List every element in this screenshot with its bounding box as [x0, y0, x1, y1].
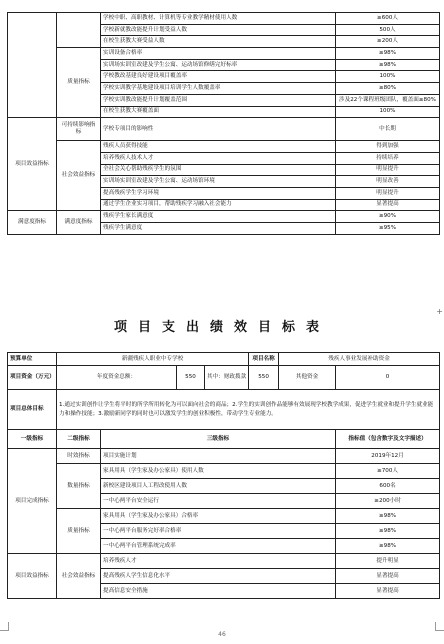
cell-level3: 提高残疾学生学习环境: [101, 187, 336, 199]
cell-level2: 满意度指标: [57, 211, 101, 234]
goal-label: 项目总体目标: [8, 390, 57, 430]
cell-value: ≥98%: [336, 539, 440, 554]
cell-level3: 残疾人员获得技能: [101, 141, 336, 153]
cell-level2: 社会效益指标: [57, 141, 101, 211]
fiscal-label: 其中：财政拨款: [205, 366, 249, 390]
table-row: [8, 509, 440, 524]
header-value: 指标值（包含数字及文字描述）: [336, 430, 440, 449]
cell-level1: 项目效益指标: [8, 554, 57, 599]
cell-level2: [57, 13, 101, 48]
table-row: [8, 13, 440, 25]
cell-level2: 数量指标: [57, 464, 101, 509]
cell-level3: 家具用具（学生家及办公家具）合格率: [101, 509, 336, 524]
table-row: [8, 366, 440, 390]
cell-level2: 时效指标: [57, 449, 101, 464]
cell-level3: 家具用具（学生家及办公家具）使用人数: [101, 464, 336, 479]
cell-level3: 培养残疾人才: [101, 554, 336, 569]
cell-value: ≥98%: [336, 509, 440, 524]
cell-level3: 学校新就教改能提升计划受益人数: [101, 24, 336, 36]
cell-level3: 新校区建设项目人工程改使用人数: [101, 479, 336, 494]
cell-level3: 在校生获教大赛受益人数: [101, 36, 336, 48]
table-row: [8, 141, 440, 153]
table-row: [8, 390, 440, 430]
cell-value: 明显提升: [336, 187, 440, 199]
other-label: 其他资金: [279, 366, 336, 390]
cell-value: 提升明显: [336, 554, 440, 569]
cell-level3: 学校实训教改能提升计划覆盖范围: [101, 94, 336, 106]
cell-value: 100%: [336, 106, 440, 118]
cell-level3: 残疾学生家长满意度: [101, 211, 336, 223]
cell-level3: 提高残疾人学生信息化水平: [101, 569, 336, 584]
table-row: [8, 48, 440, 60]
table-row: [8, 118, 440, 141]
cell-value: ≥98%: [336, 48, 440, 60]
cell-value: 100%: [336, 71, 440, 83]
cell-level2: 社会效益指标: [57, 554, 101, 599]
project-value: 残疾人事业发展补助资金: [279, 353, 440, 366]
cell-value: ≥200小时: [336, 494, 440, 509]
cell-level3: 提高信息安全措施: [101, 584, 336, 599]
cell-level3: 一中心两平台管理系统完成率: [101, 539, 336, 554]
header-level3: 三级指标: [101, 430, 336, 449]
cell-value: 显著提高: [336, 584, 440, 599]
cell-level1: [8, 13, 57, 118]
cell-level3: 残疾学生满意度: [101, 223, 336, 235]
cell-level3: 学校中职、高职教材、计算机等专业教学精材使用人数: [101, 13, 336, 25]
cell-value: 明显提升: [336, 164, 440, 176]
cell-value: ≥700人: [336, 464, 440, 479]
cell-value: 显著提高: [336, 569, 440, 584]
cell-level1: 满意度指标: [8, 211, 57, 234]
other-value: 0: [336, 366, 440, 390]
unit-label: 预算单位: [8, 353, 57, 366]
cell-value: 600名: [336, 479, 440, 494]
fiscal-value: 550: [249, 366, 279, 390]
header-level2: 二级指标: [57, 430, 101, 449]
cell-value: ≥200人: [336, 36, 440, 48]
cell-value: 中长期: [336, 118, 440, 141]
table-row: [8, 464, 440, 479]
cell-level3: 全社会关心帮助残疾学生的氛围: [101, 164, 336, 176]
table-row: [8, 211, 440, 223]
unit-value: 新疆残疾人职业中专学校: [57, 353, 249, 366]
cell-level3: 实训设备合格率: [101, 48, 336, 60]
cell-value: 显著提高: [336, 199, 440, 211]
cell-level3: 学校专项目的影响性: [101, 118, 336, 141]
cell-value: ≥95%: [336, 223, 440, 235]
cell-value: ≥90%: [336, 211, 440, 223]
cell-value: 涉及22个课程班级团队，覆盖面≥80%: [336, 94, 440, 106]
cell-level3: 通过学生企业实习项目，帮助残疾学习融入社会能力: [101, 199, 336, 211]
table-row: [8, 449, 440, 464]
annual-label: 年度资金总额：: [57, 366, 177, 390]
cell-value: 明显改善: [336, 176, 440, 188]
cell-value: ≥80%: [336, 83, 440, 95]
table-row: [8, 554, 440, 569]
cell-value: 2019年12月: [336, 449, 440, 464]
page-number: 46: [218, 631, 226, 638]
cell-level3: 项目实施计划: [101, 449, 336, 464]
performance-table-continued: [7, 12, 440, 235]
cell-value: 持续培养: [336, 152, 440, 164]
cell-level2: 质量指标: [57, 48, 101, 118]
cell-level3: 培养残疾人技术人才: [101, 152, 336, 164]
cell-level3: 在校生获教大赛覆盖面: [101, 106, 336, 118]
page-title: 项目支出绩效目标表: [113, 320, 330, 335]
cell-level2: 质量指标: [57, 509, 101, 554]
performance-goal-table: [7, 352, 440, 599]
crop-mark: [435, 622, 444, 631]
cell-value: ≥98%: [336, 59, 440, 71]
annual-value: 550: [177, 366, 205, 390]
cell-level3: 实训场实训室改建及学生公寓、运动场馆修缮完好标率: [101, 59, 336, 71]
header-level1: 一级指标: [8, 430, 57, 449]
cell-level3: 实训场实训室改建及学生公寓、运动场馆环境: [101, 176, 336, 188]
cell-level3: 学校教改基建良好建设项目覆盖率: [101, 71, 336, 83]
cell-level3: 一中心两平台服务完好率合格率: [101, 524, 336, 539]
cell-value: 得到加强: [336, 141, 440, 153]
cell-level1: 项目完成指标: [8, 449, 57, 554]
cell-level3: 一中心两平台安全运行: [101, 494, 336, 509]
goal-text: 1.通过实训创作让学生将平时的所学所用转化为可以面向社会的商品；2.学生的实训创作品能够有效展现学校教学成果，促进学生就业和提升学生就业能力和操作技能；3.激励新同学的同时也可以激发学生的创业积极性，带动学生专业能力。: [57, 390, 440, 430]
crop-mark: [0, 622, 9, 631]
project-label: 项目名称: [249, 353, 279, 366]
plus-icon: +: [436, 307, 443, 316]
table-header-row: [8, 430, 440, 449]
table-row: [8, 353, 440, 366]
cell-level1: 项目效益指标: [8, 118, 57, 211]
cell-value: ≥600人: [336, 13, 440, 25]
cell-value: ≥98%: [336, 524, 440, 539]
cell-level3: 学校实训教学基地建设项目培训学生人数覆盖率: [101, 83, 336, 95]
cell-value: 500人: [336, 24, 440, 36]
cell-level2: 可持续影响指标: [57, 118, 101, 141]
funds-label: 项目资金（万元）: [8, 366, 57, 390]
